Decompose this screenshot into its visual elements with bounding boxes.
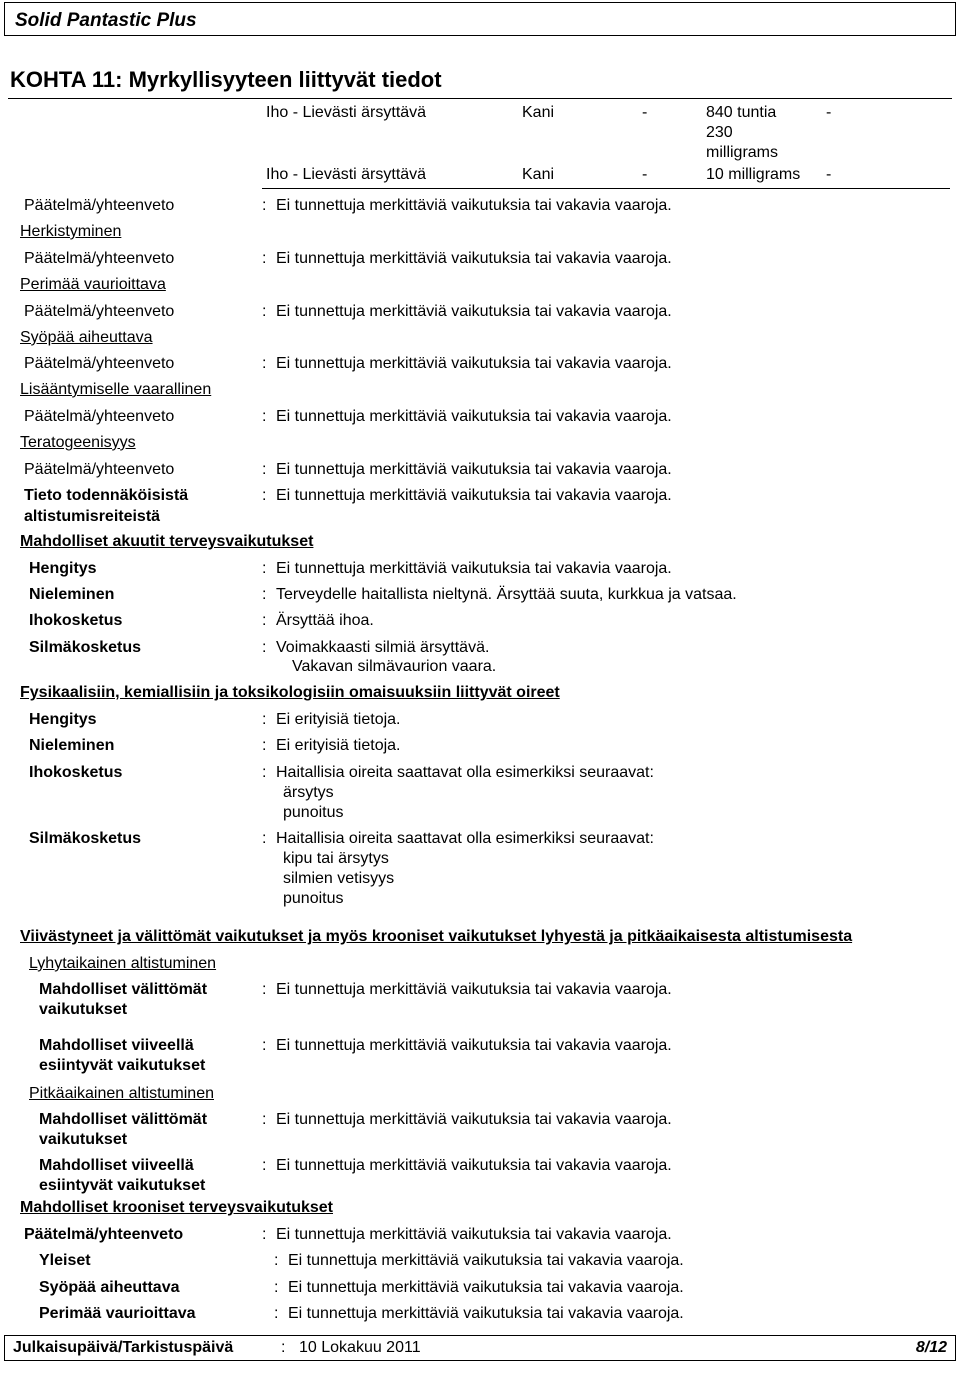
value-delayed-effects: : Ei tunnettuja merkittäviä vaikutuksia tai vakavia vaaroja. bbox=[262, 1037, 672, 1054]
value-silmakosketus-line2: Vakavan silmävaurion vaara. bbox=[292, 658, 497, 675]
heading-lisaantymiselle: Lisääntymiselle vaarallinen bbox=[20, 381, 212, 398]
conclusion-label: Päätelmä/yhteenveto bbox=[24, 197, 175, 214]
value-silmakosketus: : Haitallisia oireita saattavat olla esimerkiksi seuraavat: bbox=[262, 830, 654, 847]
symptom-item: kipu tai ärsytys bbox=[283, 850, 389, 867]
symptom-item: ärsytys bbox=[283, 784, 334, 801]
conclusion-value: : Ei tunnettuja merkittäviä vaikutuksia tai vakavia vaaroja. bbox=[262, 355, 672, 372]
exposure-routes-label: altistumisreiteistä bbox=[24, 508, 161, 525]
table-bottom-border bbox=[262, 188, 950, 189]
footer-date-label: Julkaisupäivä/Tarkistuspäivä bbox=[13, 1339, 234, 1356]
conclusion-value: : Ei tunnettuja merkittäviä vaikutuksia tai vakavia vaaroja. bbox=[262, 1226, 672, 1243]
exposure-routes-label: Tieto todennäköisistä bbox=[24, 487, 189, 504]
heading-herkistyminen: Herkistyminen bbox=[20, 223, 122, 240]
table-cell-exposure: 10 milligrams bbox=[706, 166, 801, 183]
page-number: 8/12 bbox=[915, 1339, 947, 1356]
label-perimaa: Perimää vaurioittava bbox=[39, 1305, 196, 1322]
value-nieleminen: : Ei erityisiä tietoja. bbox=[262, 737, 401, 754]
value-immediate-effects: : Ei tunnettuja merkittäviä vaikutuksia tai vakavia vaaroja. bbox=[262, 1111, 672, 1128]
value-ihokosketus: : Ärsyttää ihoa. bbox=[262, 612, 374, 629]
table-cell-result: Iho - Lievästi ärsyttävä bbox=[266, 166, 427, 183]
label-hengitys: Hengitys bbox=[29, 560, 97, 577]
table-cell-exposure: 840 tuntia bbox=[706, 104, 777, 121]
table-cell-species: Kani bbox=[522, 166, 555, 183]
table-cell-observation: - bbox=[826, 104, 832, 121]
label-nieleminen: Nieleminen bbox=[29, 737, 115, 754]
heading-long-term: Pitkäaikainen altistuminen bbox=[29, 1085, 214, 1102]
footer-date-colon: : bbox=[281, 1339, 286, 1356]
label-ihokosketus: Ihokosketus bbox=[29, 764, 123, 781]
document-header bbox=[4, 2, 956, 36]
footer-date-value: 10 Lokakuu 2011 bbox=[299, 1339, 421, 1356]
label-nieleminen: Nieleminen bbox=[29, 586, 115, 603]
value-perimaa: : Ei tunnettuja merkittäviä vaikutuksia tai vakavia vaaroja. bbox=[274, 1305, 684, 1322]
value-yleiset: : Ei tunnettuja merkittäviä vaikutuksia tai vakavia vaaroja. bbox=[274, 1252, 684, 1269]
conclusion-label: Päätelmä/yhteenveto bbox=[24, 303, 175, 320]
label-immediate-effects: vaikutukset bbox=[39, 1001, 128, 1018]
conclusion-value: : Ei tunnettuja merkittäviä vaikutuksia tai vakavia vaaroja. bbox=[262, 408, 672, 425]
conclusion-value: : Ei tunnettuja merkittäviä vaikutuksia tai vakavia vaaroja. bbox=[262, 303, 672, 320]
section-divider bbox=[8, 98, 952, 99]
heading-delayed-effects: Viivästyneet ja välittömät vaikutukset ja myös krooniset vaikutukset lyhyestä ja pitkäaikaisesta altistumisesta bbox=[20, 928, 853, 945]
heading-acute-effects: Mahdolliset akuutit terveysvaikutukset bbox=[20, 533, 314, 550]
conclusion-label: Päätelmä/yhteenveto bbox=[24, 250, 175, 267]
heading-teratogeenisyys: Teratogeenisyys bbox=[20, 434, 136, 451]
label-immediate-effects: vaikutukset bbox=[39, 1131, 128, 1148]
label-syopaa: Syöpää aiheuttava bbox=[39, 1279, 180, 1296]
heading-syopaa: Syöpää aiheuttava bbox=[20, 329, 153, 346]
heading-short-term: Lyhytaikainen altistuminen bbox=[29, 955, 217, 972]
label-hengitys: Hengitys bbox=[29, 711, 97, 728]
label-immediate-effects: Mahdolliset välittömät bbox=[39, 981, 208, 998]
value-immediate-effects: : Ei tunnettuja merkittäviä vaikutuksia tai vakavia vaaroja. bbox=[262, 981, 672, 998]
heading-chronic-effects: Mahdolliset krooniset terveysvaikutukset bbox=[20, 1199, 333, 1216]
conclusion-value: : Ei tunnettuja merkittäviä vaikutuksia tai vakavia vaaroja. bbox=[262, 250, 672, 267]
table-cell-exposure: 230 bbox=[706, 124, 733, 141]
label-delayed-effects: Mahdolliset viiveellä bbox=[39, 1037, 194, 1054]
section-title: KOHTA 11: Myrkyllisyyteen liittyvät tiedot bbox=[10, 67, 442, 92]
label-delayed-effects: esiintyvät vaikutukset bbox=[39, 1057, 206, 1074]
conclusion-label: Päätelmä/yhteenveto bbox=[24, 1226, 184, 1243]
heading-symptoms: Fysikaalisiin, kemiallisiin ja toksikologisiin omaisuuksiin liittyvät oireet bbox=[20, 684, 560, 701]
symptom-item: silmien vetisyys bbox=[283, 870, 395, 887]
value-silmakosketus: : Voimakkaasti silmiä ärsyttävä. bbox=[262, 639, 490, 656]
table-cell-species: Kani bbox=[522, 104, 555, 121]
value-ihokosketus: : Haitallisia oireita saattavat olla esimerkiksi seuraavat: bbox=[262, 764, 654, 781]
value-hengitys: : Ei erityisiä tietoja. bbox=[262, 711, 401, 728]
label-ihokosketus: Ihokosketus bbox=[29, 612, 123, 629]
label-silmakosketus: Silmäkosketus bbox=[29, 639, 142, 656]
label-silmakosketus: Silmäkosketus bbox=[29, 830, 142, 847]
conclusion-value: : Ei tunnettuja merkittäviä vaikutuksia tai vakavia vaaroja. bbox=[262, 197, 672, 214]
conclusion-label: Päätelmä/yhteenveto bbox=[24, 355, 175, 372]
label-immediate-effects: Mahdolliset välittömät bbox=[39, 1111, 208, 1128]
table-cell-observation: - bbox=[826, 166, 832, 183]
exposure-routes-value: : Ei tunnettuja merkittäviä vaikutuksia tai vakavia vaaroja. bbox=[262, 487, 672, 504]
conclusion-label: Päätelmä/yhteenveto bbox=[24, 461, 175, 478]
value-delayed-effects: : Ei tunnettuja merkittäviä vaikutuksia tai vakavia vaaroja. bbox=[262, 1157, 672, 1174]
table-cell-exposure: milligrams bbox=[706, 144, 778, 161]
document-footer bbox=[4, 1335, 956, 1361]
table-cell-score: - bbox=[642, 166, 648, 183]
symptom-item: punoitus bbox=[283, 804, 344, 821]
conclusion-value: : Ei tunnettuja merkittäviä vaikutuksia tai vakavia vaaroja. bbox=[262, 461, 672, 478]
table-cell-result: Iho - Lievästi ärsyttävä bbox=[266, 104, 427, 121]
value-nieleminen: : Terveydelle haitallista nieltynä. Ärsyttää suuta, kurkkua ja vatsaa. bbox=[262, 586, 737, 603]
table-cell-score: - bbox=[642, 104, 648, 121]
label-yleiset: Yleiset bbox=[39, 1252, 91, 1269]
value-syopaa: : Ei tunnettuja merkittäviä vaikutuksia tai vakavia vaaroja. bbox=[274, 1279, 684, 1296]
label-delayed-effects: Mahdolliset viiveellä bbox=[39, 1157, 194, 1174]
conclusion-label: Päätelmä/yhteenveto bbox=[24, 408, 175, 425]
product-name: Solid Pantastic Plus bbox=[15, 10, 197, 31]
value-hengitys: : Ei tunnettuja merkittäviä vaikutuksia tai vakavia vaaroja. bbox=[262, 560, 672, 577]
symptom-item: punoitus bbox=[283, 890, 344, 907]
heading-perimaa: Perimää vaurioittava bbox=[20, 276, 166, 293]
label-delayed-effects: esiintyvät vaikutukset bbox=[39, 1177, 206, 1194]
